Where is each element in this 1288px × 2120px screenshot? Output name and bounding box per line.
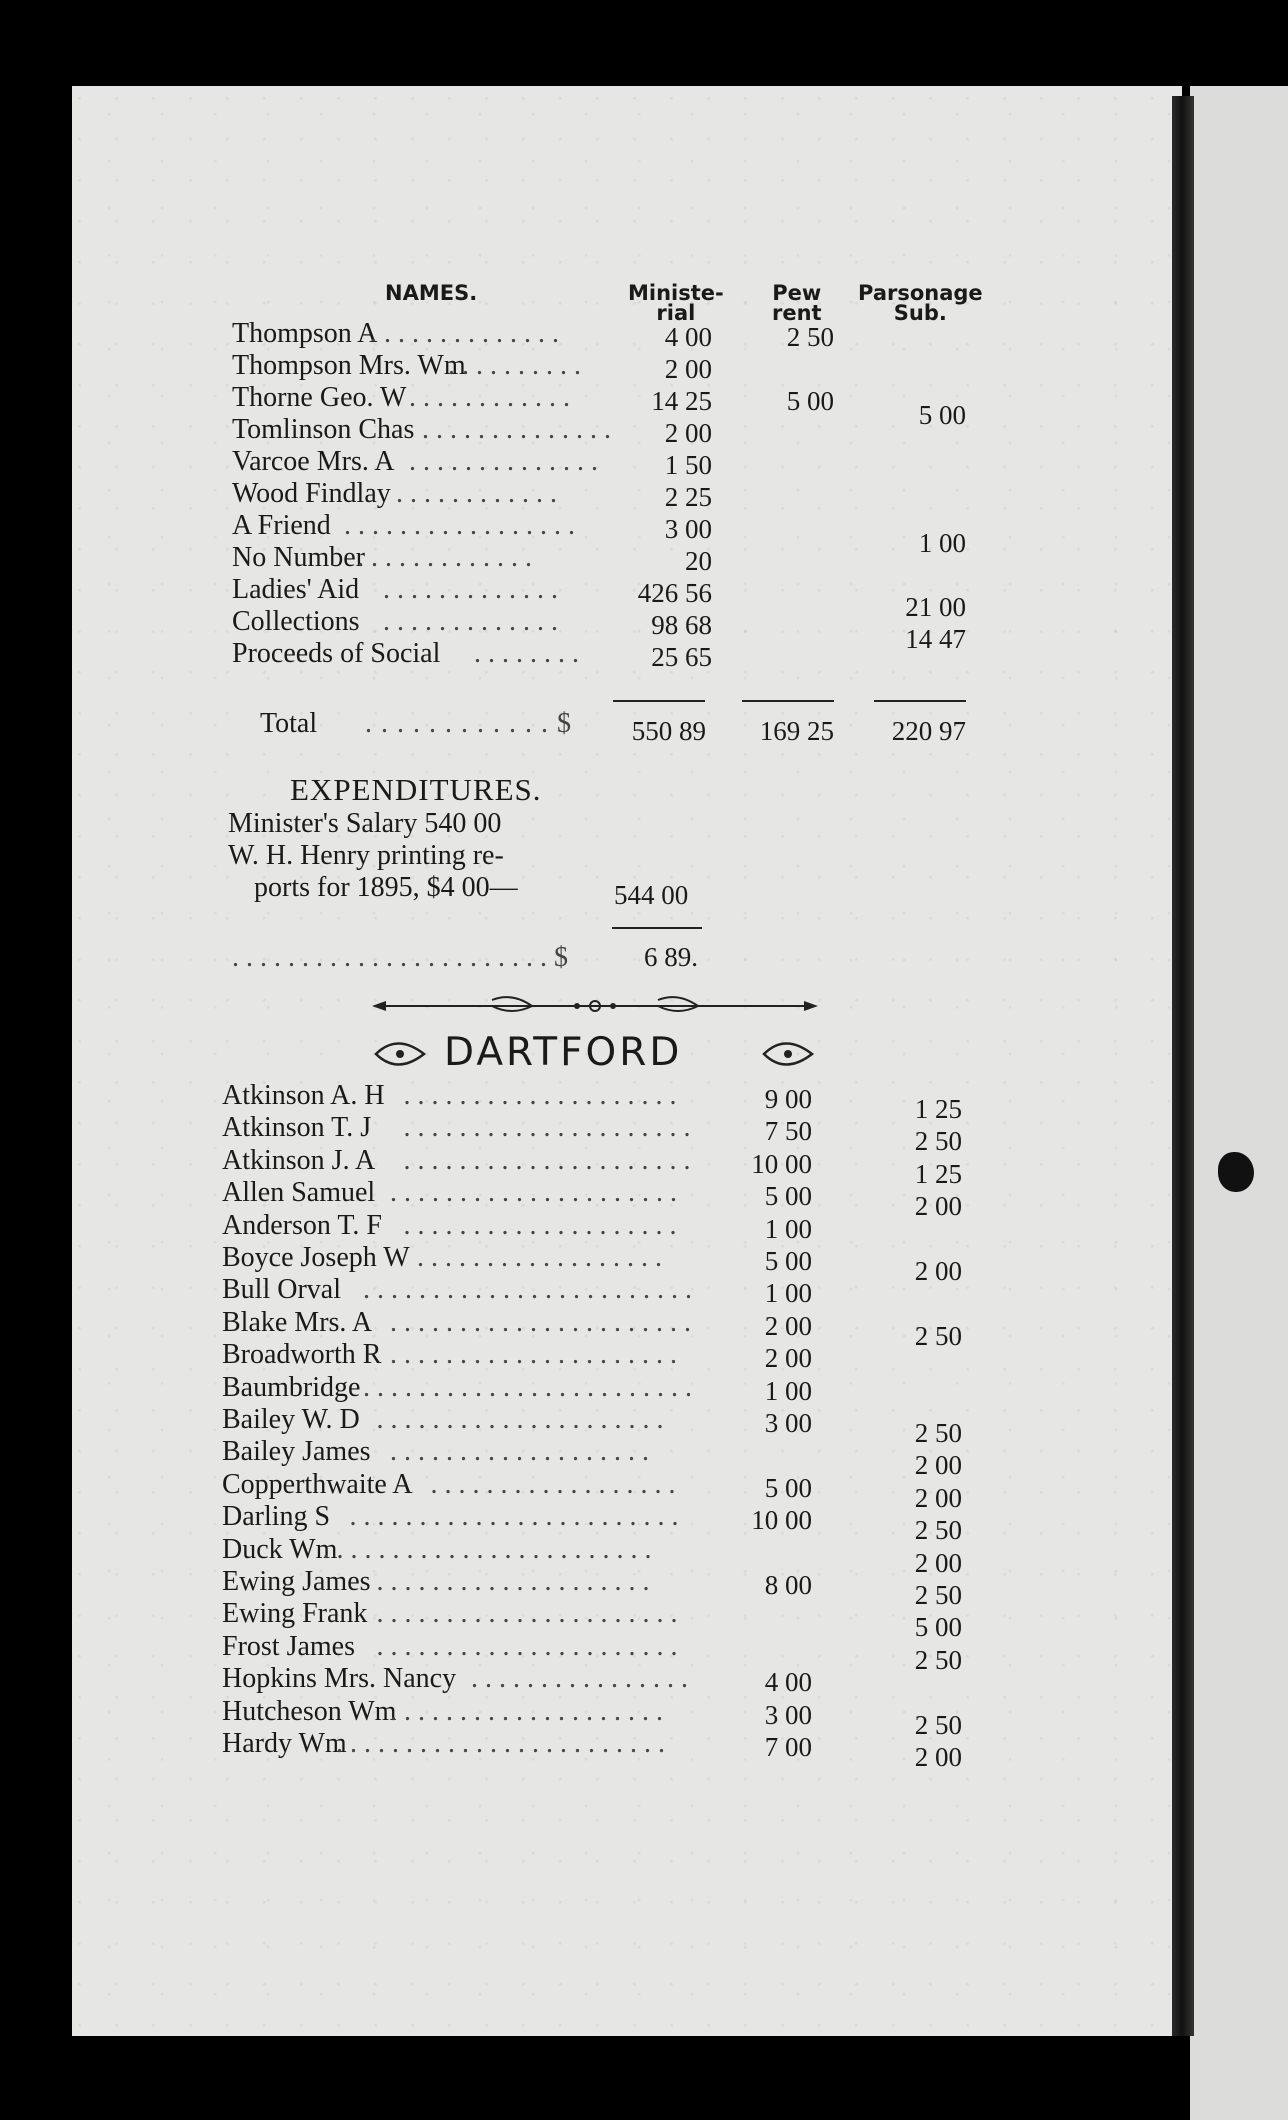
dartford-row-ministerial: 5 00 (764, 1246, 812, 1276)
row-leader: . . . . . . . . . . . . . . (409, 446, 598, 477)
dartford-row-leader: . . . . . . . . . . . . . . . . . . . . . . (376, 1598, 678, 1630)
page-fold-shadow (1172, 96, 1194, 2036)
total-leader: . . . . . . . . . . . . $ (365, 708, 572, 739)
row-ministerial: 20 (685, 546, 712, 576)
dartford-row-name: Darling S (222, 1501, 331, 1533)
row-leader: . . . . . . . . . . . . . . (422, 414, 611, 445)
header-ministerial: Ministe- rial (628, 281, 724, 325)
row-leader: . . . . . . . . . . (448, 350, 581, 381)
dartford-row-leader: . . . . . . . . . . . . . . . . . . . . (390, 1695, 663, 1727)
dartford-row-ministerial: 7 50 (764, 1116, 812, 1147)
row-leader: . . . . . . . . . . . . . (383, 574, 558, 605)
row-parsonage: 14 47 (905, 624, 966, 654)
dartford-row-parsonage: 2 00 (914, 1256, 962, 1286)
dartford-row-leader: . . . . . . . . . . . . . . . . . . . . . . . . (322, 1533, 652, 1565)
dartford-row-parsonage: 2 00 (914, 1482, 962, 1513)
dartford-row-leader: . . . . . . . . . . . . . . . . . . (430, 1468, 676, 1500)
dartford-row-leader: . . . . . . . . . . . . . . . . . . . . . . (390, 1306, 691, 1338)
balance-leader: . . . . . . . . . . . . . . . . . . . . . . . $ (232, 942, 568, 973)
header-names: NAMES. (385, 281, 478, 305)
dartford-row-name: Atkinson A. H (222, 1080, 385, 1111)
balance-amount: 6 89. (644, 942, 698, 972)
dartford-row-leader: . . . . . . . . . . . . . . . . . . . . . . . . (336, 1728, 665, 1759)
expenditures-line-1: Minister's Salary 540 00 (228, 808, 502, 839)
dartford-row-name: Frost James (222, 1630, 355, 1662)
dartford-row-parsonage: 5 00 (914, 1612, 962, 1643)
dartford-row-name: Duck Wm (222, 1533, 338, 1565)
dartford-row-ministerial: 1 00 (764, 1213, 812, 1244)
row-name: A Friend (232, 510, 331, 541)
dartford-row-parsonage: 2 50 (914, 1709, 962, 1740)
dartford-row-leader: . . . . . . . . . . . . . . . . . . . . . (390, 1177, 677, 1209)
row-name: Thorne Geo. W (232, 382, 407, 413)
dartford-row-ministerial: 4 00 (764, 1667, 812, 1698)
dartford-row-parsonage: 2 50 (914, 1515, 962, 1546)
dartford-row-parsonage: 1 25 (914, 1158, 962, 1189)
balance-rule (612, 927, 702, 929)
row-leader: . . . . . . . . . . . . . (357, 542, 532, 573)
dartford-row-parsonage: 2 50 (914, 1126, 962, 1157)
row-name: Ladies' Aid (232, 574, 360, 605)
expenditures-title: EXPENDITURES. (290, 772, 542, 807)
ornamental-divider (372, 992, 818, 1020)
row-ministerial: 1 50 (664, 450, 712, 480)
row-name: Tomlinson Chas (232, 414, 415, 445)
dartford-row-name: Bull Orval (222, 1274, 341, 1306)
row-name: Thompson A (232, 318, 378, 349)
dartford-row-ministerial: 10 00 (751, 1505, 812, 1536)
dartford-row-leader: . . . . . . . . . . . . . . . . . . . . . . (376, 1630, 678, 1662)
row-leader: . . . . . . . . . . . . (396, 478, 557, 509)
row-ministerial: 2 00 (664, 354, 712, 384)
section-title-dartford: DARTFORD (444, 1030, 683, 1075)
dartford-row-ministerial: 9 00 (764, 1084, 812, 1114)
total-ministerial: 550 89 (631, 716, 706, 746)
dartford-row-ministerial: 2 00 (764, 1343, 812, 1374)
row-leader: . . . . . . . . (474, 638, 579, 669)
expenditures-amount: 544 00 (614, 880, 689, 910)
dartford-row-leader: . . . . . . . . . . . . . . . . . . (417, 1242, 662, 1273)
dartford-row-ministerial: 10 00 (751, 1148, 812, 1179)
dartford-row-leader: . . . . . . . . . . . . . . . . (471, 1663, 688, 1695)
dartford-row-leader: . . . . . . . . . . . . . . . . . . . . (403, 1209, 677, 1241)
total-rule-parsonage (874, 700, 966, 702)
row-ministerial: 14 25 (651, 386, 712, 416)
row-pew-rent: 2 50 (786, 322, 834, 352)
dartford-row-name: Broadworth R (222, 1339, 382, 1371)
dartford-row-leader: . . . . . . . . . . . . . . . . . . . . . . . . (349, 1501, 679, 1533)
dartford-row-ministerial: 5 00 (764, 1181, 812, 1212)
dartford-row-leader: . . . . . . . . . . . . . . . . . . . . (403, 1080, 677, 1111)
dartford-row-name: Allen Samuel (222, 1177, 376, 1209)
dartford-row-parsonage: 2 00 (914, 1742, 962, 1772)
expenditures-line-2: W. H. Henry printing re- (228, 840, 504, 871)
dartford-row-parsonage: 2 50 (914, 1320, 962, 1351)
facing-page-edge (1190, 86, 1288, 2120)
row-name: Thompson Mrs. Wm (232, 350, 466, 381)
row-ministerial: 2 00 (664, 418, 712, 448)
dartford-row-name: Hardy Wm (222, 1728, 347, 1759)
dartford-row-parsonage: 2 50 (914, 1644, 962, 1675)
dartford-row-name: Boyce Joseph W (222, 1242, 410, 1273)
dartford-row-parsonage: 2 00 (914, 1191, 962, 1222)
dartford-row-name: Atkinson T. J (222, 1112, 372, 1144)
total-pew: 169 25 (759, 716, 834, 746)
dartford-row-leader: . . . . . . . . . . . . . . . . . . . . . . . . (363, 1274, 692, 1306)
dartford-row-name: Bailey W. D (222, 1404, 360, 1435)
row-ministerial: 98 68 (651, 610, 712, 640)
row-name: No Number (232, 542, 365, 573)
dartford-row-ministerial: 2 00 (764, 1310, 812, 1341)
row-parsonage: 1 00 (918, 528, 966, 558)
right-fleuron-icon (760, 1034, 820, 1074)
row-parsonage: 5 00 (918, 400, 966, 430)
dartford-row-ministerial: 1 00 (764, 1278, 812, 1309)
dartford-row-ministerial: 3 00 (764, 1408, 812, 1438)
dartford-row-leader: . . . . . . . . . . . . . . . . . . . (390, 1436, 649, 1468)
row-leader: . . . . . . . . . . . . . . . . . (344, 510, 575, 541)
dartford-row-leader: . . . . . . . . . . . . . . . . . . . . . (390, 1339, 677, 1371)
dartford-row-name: Copperthwaite A (222, 1468, 413, 1500)
dartford-row-parsonage: 2 50 (914, 1418, 962, 1448)
dartford-row-parsonage: 1 25 (914, 1094, 962, 1124)
dartford-row-name: Baumbridge (222, 1371, 361, 1403)
row-name: Varcoe Mrs. A (232, 446, 395, 477)
ink-blot (1218, 1152, 1254, 1192)
total-label: Total (260, 708, 318, 739)
dartford-row-ministerial: 3 00 (764, 1699, 812, 1730)
total-parsonage: 220 97 (891, 716, 966, 746)
dartford-row-parsonage: 2 00 (914, 1450, 962, 1481)
row-parsonage: 21 00 (905, 592, 966, 622)
dartford-row-ministerial: 8 00 (764, 1570, 812, 1600)
row-name: Collections (232, 606, 360, 637)
expenditures-line-3: ports for 1895, $4 00— (254, 872, 518, 903)
row-ministerial: 25 65 (651, 642, 712, 672)
row-ministerial: 4 00 (664, 322, 712, 352)
dartford-row-leader: . . . . . . . . . . . . . . . . . . . . (376, 1566, 650, 1597)
dartford-row-parsonage: 2 50 (914, 1580, 962, 1610)
row-pew-rent: 5 00 (786, 386, 834, 416)
row-ministerial: 3 00 (664, 514, 712, 544)
total-rule-pew (742, 700, 834, 702)
dartford-row-ministerial: 5 00 (764, 1472, 812, 1503)
dartford-row-name: Ewing James (222, 1566, 371, 1597)
dartford-row-leader: . . . . . . . . . . . . . . . . . . . . . (403, 1112, 691, 1144)
row-leader: . . . . . . . . . . . . (409, 382, 570, 413)
dartford-row-name: Hopkins Mrs. Nancy (222, 1663, 457, 1695)
dartford-row-name: Anderson T. F (222, 1209, 382, 1241)
dartford-row-parsonage: 2 00 (914, 1547, 962, 1578)
dartford-row-name: Hutcheson Wm (222, 1695, 397, 1727)
dartford-row-ministerial: 7 00 (764, 1732, 812, 1762)
header-parsonage: Parsonage Sub. (858, 281, 983, 325)
row-ministerial: 2 25 (664, 482, 712, 512)
dartford-row-leader: . . . . . . . . . . . . . . . . . . . . . . . . (363, 1371, 692, 1403)
row-leader: . . . . . . . . . . . . . (383, 606, 558, 637)
dartford-row-ministerial: 1 00 (764, 1375, 812, 1406)
left-fleuron-icon (372, 1034, 432, 1074)
row-ministerial: 426 56 (637, 578, 712, 608)
dartford-row-name: Atkinson J. A (222, 1144, 376, 1176)
header-pew-rent: Pew rent (772, 281, 822, 325)
dartford-row-leader: . . . . . . . . . . . . . . . . . . . . . (376, 1404, 664, 1435)
dartford-row-name: Ewing Frank (222, 1598, 368, 1630)
row-name: Proceeds of Social (232, 638, 441, 669)
dartford-row-name: Blake Mrs. A (222, 1306, 373, 1338)
total-rule-ministerial (613, 700, 705, 702)
row-name: Wood Findlay (232, 478, 391, 509)
dartford-row-name: Bailey James (222, 1436, 371, 1468)
dartford-row-leader: . . . . . . . . . . . . . . . . . . . . . (403, 1144, 691, 1176)
row-leader: . . . . . . . . . . . . . . (370, 318, 559, 349)
